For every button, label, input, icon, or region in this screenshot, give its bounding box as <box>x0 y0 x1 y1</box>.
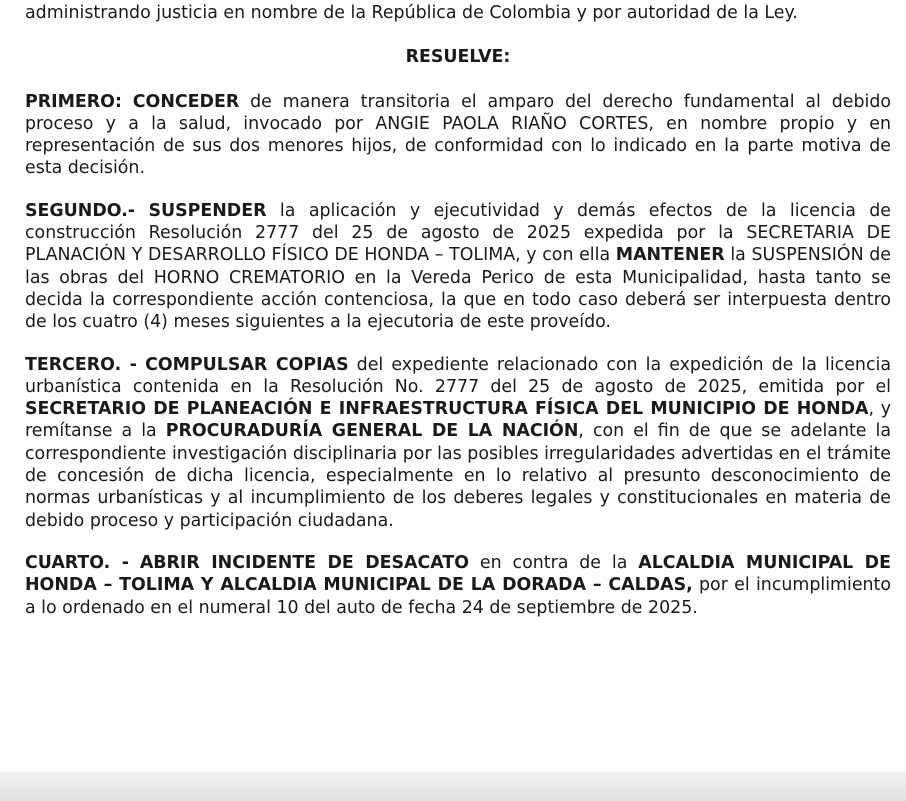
segundo-text-1: la aplicación y ejecutividad y demás efectos de la licencia de construcción Resolución 2777 del 25 de agosto de 2025 expedida por la SECRETARIA DE PLANACIÓN Y DESARROLLO FÍSICO DE HONDA – TOLIMA, y con ella <box>25 200 892 266</box>
tercero-label: TERCERO. - <box>25 354 137 375</box>
cuarto-verb: ABRIR INCIDENTE DE DESACATO <box>139 552 470 573</box>
segundo-text-2: la SUSPENSIÓN de las obras del HORNO CREMATORIO en la Vereda Perico de esta Municipalidad, hasta tanto se decida la correspondiente acción contenciosa, la que en todo caso deberá ser interpuesta dentro de los cuatro (4) meses siguientes a la ejecutoria de este proveído. <box>25 245 891 333</box>
primero-text: de manera transitoria el amparo del derecho fundamental al debido proceso y a la salud, invocado por ANGIE PAOLA RIAÑO CORTES, en nombre propio y en representación de sus dos menores hijos, de conformidad con lo indicado en la parte motiva de esta decisión. <box>25 91 891 179</box>
paragraph-segundo <box>25 200 891 334</box>
segundo-verb: SUSPENDER <box>148 200 267 221</box>
tercero-verb: COMPULSAR COPIAS <box>145 354 349 375</box>
resuelve-heading: RESUELVE: <box>405 47 511 68</box>
cuarto-text-1: en contra de la <box>469 552 639 573</box>
tercero-text-1: del expediente relacionado con la expedición de la licencia urbanística contenida en la Resolución No. 2777 del 25 de agosto de 2025, emitida por el <box>25 354 891 397</box>
primero-label: PRIMERO: <box>25 91 122 112</box>
paragraph-primero <box>25 91 891 180</box>
segundo-label: SEGUNDO.- <box>25 200 136 221</box>
cuarto-text-2: por el incumplimiento a lo ordenado en el numeral 10 del auto de fecha 24 de septiembre de 2025. <box>25 575 892 618</box>
bottom-overlay-bar <box>0 772 906 801</box>
paragraph-cuarto <box>25 552 891 619</box>
segundo-verb-2: MANTENER <box>615 245 725 266</box>
cuarto-entity: ALCALDIA MUNICIPAL DE HONDA – TOLIMA Y ALCALDIA MUNICIPAL DE LA DORADA – CALDAS, <box>25 552 891 596</box>
primero-verb: CONCEDER <box>132 91 240 112</box>
tercero-entity-2: PROCURADURÍA GENERAL DE LA NACIÓN <box>165 421 579 442</box>
intro-paragraph: administrando justicia en nombre de la República de Colombia y por autoridad de la Ley. <box>25 3 798 23</box>
tercero-entity-1: SECRETARIO DE PLANEACIÓN E INFRAESTRUCTURA FÍSICA DEL MUNICIPIO DE HONDA <box>25 399 869 420</box>
paragraph-tercero <box>25 354 891 532</box>
tercero-text-3: , con el fin de que se adelante la correspondiente investigación disciplinaria por las posibles irregularidades advertidas en el trámite de concesión de dicha licencia, especialmente en lo relativo al presunto desconocimiento de normas urbanísticas y al incumplimiento de los deberes legales y constitucionales en materia de debido proceso y participación ciudadana. <box>25 421 892 531</box>
cuarto-label: CUARTO. - <box>25 552 129 573</box>
tercero-text-2: , y remítanse a la <box>25 399 891 442</box>
document-body <box>25 2 891 639</box>
